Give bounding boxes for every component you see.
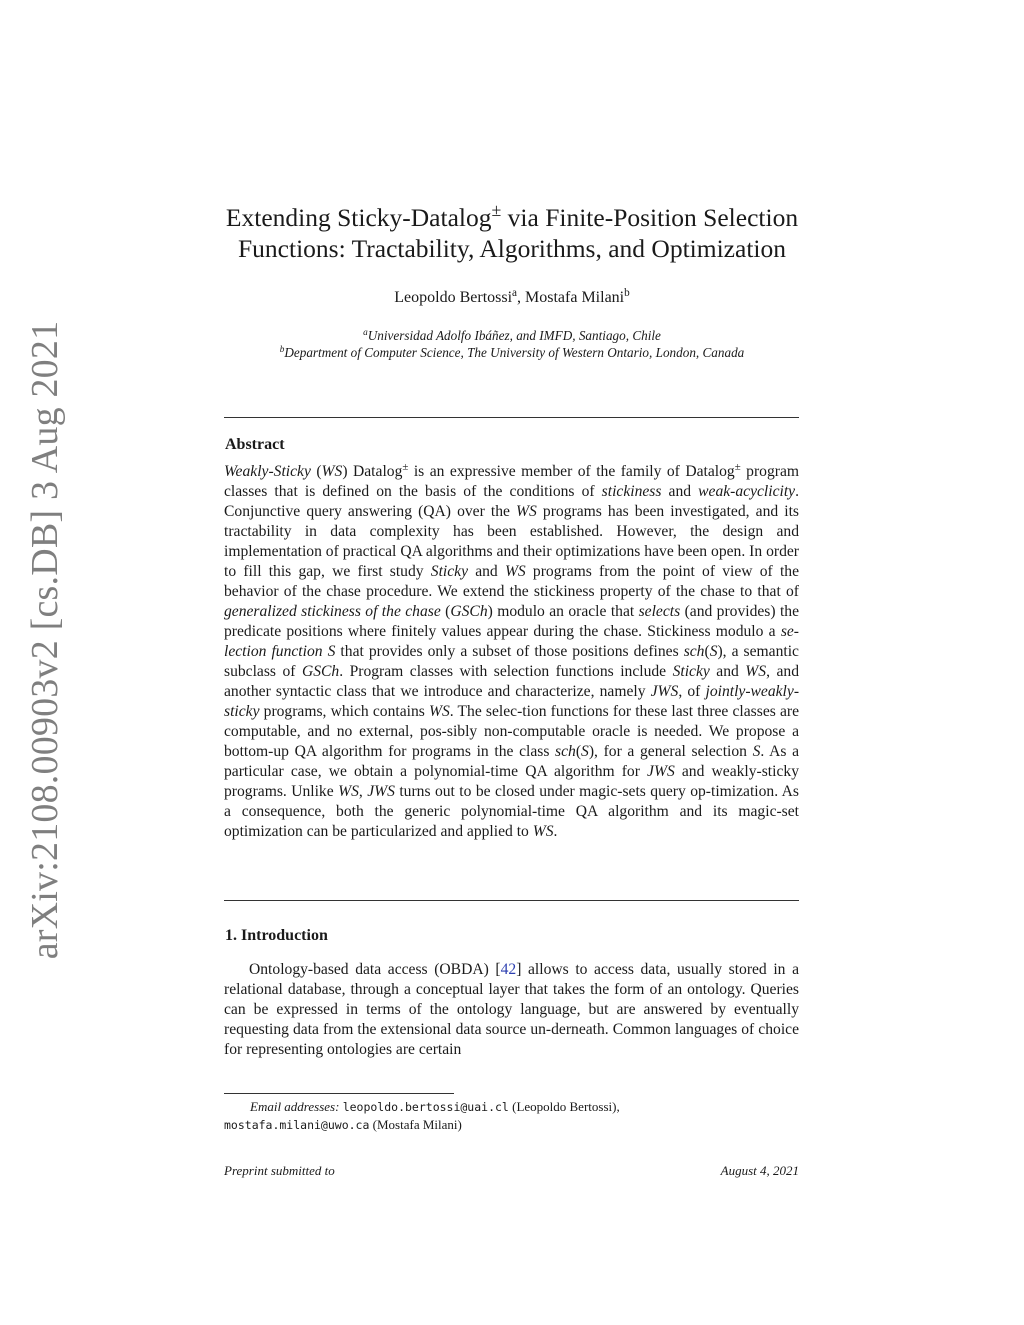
author-1-affil-mark: a bbox=[512, 286, 518, 299]
author-1: Leopoldo Bertossi bbox=[394, 289, 513, 306]
footnote-email-addresses: Email addresses: leopoldo.bertossi@uai.cl (Leopoldo Bertossi), mostafa.milani@uwo.ca (Mostafa Milani) bbox=[224, 1099, 620, 1132]
preprint-note: Preprint submitted to bbox=[224, 1163, 335, 1178]
author-list: Leopoldo Bertossi$^a$, Mostafa Milani$^b$ bbox=[394, 286, 630, 306]
abstract-heading: Abstract bbox=[225, 436, 285, 453]
footnote-rule bbox=[224, 1093, 454, 1094]
arxiv-stamp-text: arXiv:2108.00903v2 [cs.DB] 3 Aug 2021 bbox=[24, 320, 66, 960]
affiliation-b: $^b$Department of Computer Science, The University of Western Ontario, London, Canada bbox=[279, 343, 745, 360]
author-2-affil-mark: b bbox=[624, 286, 630, 299]
paper-title bbox=[212, 202, 812, 264]
preprint-date: August 4, 2021 bbox=[720, 1163, 799, 1178]
affiliations bbox=[212, 327, 812, 361]
introduction-paragraph: Ontology-based data access (OBDA) [42] allows to access data, usually stored in a relational database, through a conceptual layer that takes the form of an ontology. Queries can be expressed in terms of the ontology language, but are answered by eventually requesting data from the extensional data source un-derneath. Common languages of choice for representing ontologies are certain bbox=[224, 961, 799, 1058]
title-line-2: Functions: Tractability, Algorithms, and Optimization bbox=[237, 234, 786, 263]
abstract-top-rule bbox=[224, 417, 799, 418]
section-heading-introduction: 1. Introduction bbox=[225, 927, 328, 944]
author-2: Mostafa Milani bbox=[525, 289, 625, 306]
abstract-bottom-rule bbox=[224, 900, 799, 901]
title-line-1: Extending Sticky-Datalog± via Finite-Position Selection bbox=[225, 200, 799, 232]
footnote-label: Email addresses: bbox=[250, 1099, 340, 1114]
email-2[interactable]: mostafa.milani@uwo.ca bbox=[224, 1118, 370, 1132]
affiliation-a: $^a$Universidad Adolfo Ibáñez, and IMFD, Santiago, Chile bbox=[363, 326, 661, 343]
citation-link-42[interactable]: 42 bbox=[500, 961, 517, 978]
abstract-text: Weakly-Sticky (WS) Datalog± is an expressive member of the family of Datalog± program classes that is defined on the basis of the conditions of stickiness and weak-acyclicity. Conjunctive query answering (QA) over the WS programs has been investigated, and its tractability in data complexity has been established. However, the design and implementation of practical QA algorithms and their optimizations have been open. In order to fill this gap, we first study Sticky and WS programs from the point of view of the behavior of the chase procedure. We extend the stickiness property of the chase to that of generalized stickiness of the chase (GSCh) modulo an oracle that selects (and provides) the predicate positions where finitely values appear during the chase. Stickiness modulo a se-lection function S that provides only a subset of those positions defines sch(S), a semantic subclass of GSCh. Program classes with selection functions include Sticky and WS, and another syntactic class that we introduce and characterize, namely JWS, of jointly-weakly-sticky programs, which contains WS. The selec-tion functions for these last three classes are computable, and no external, pos-sibly non-computable oracle is needed. We propose a bottom-up QA algorithm for programs in the class sch(S), for a general selection S. As a particular case, we obtain a polynomial-time QA algorithm for JWS and weakly-sticky programs. Unlike WS, JWS turns out to be closed under magic-sets query op-timization. As a consequence, both the generic polynomial-time QA algorithm and its magic-set optimization can be particularized and applied to WS. bbox=[224, 461, 800, 840]
email-1[interactable]: leopoldo.bertossi@uai.cl bbox=[342, 1100, 509, 1114]
